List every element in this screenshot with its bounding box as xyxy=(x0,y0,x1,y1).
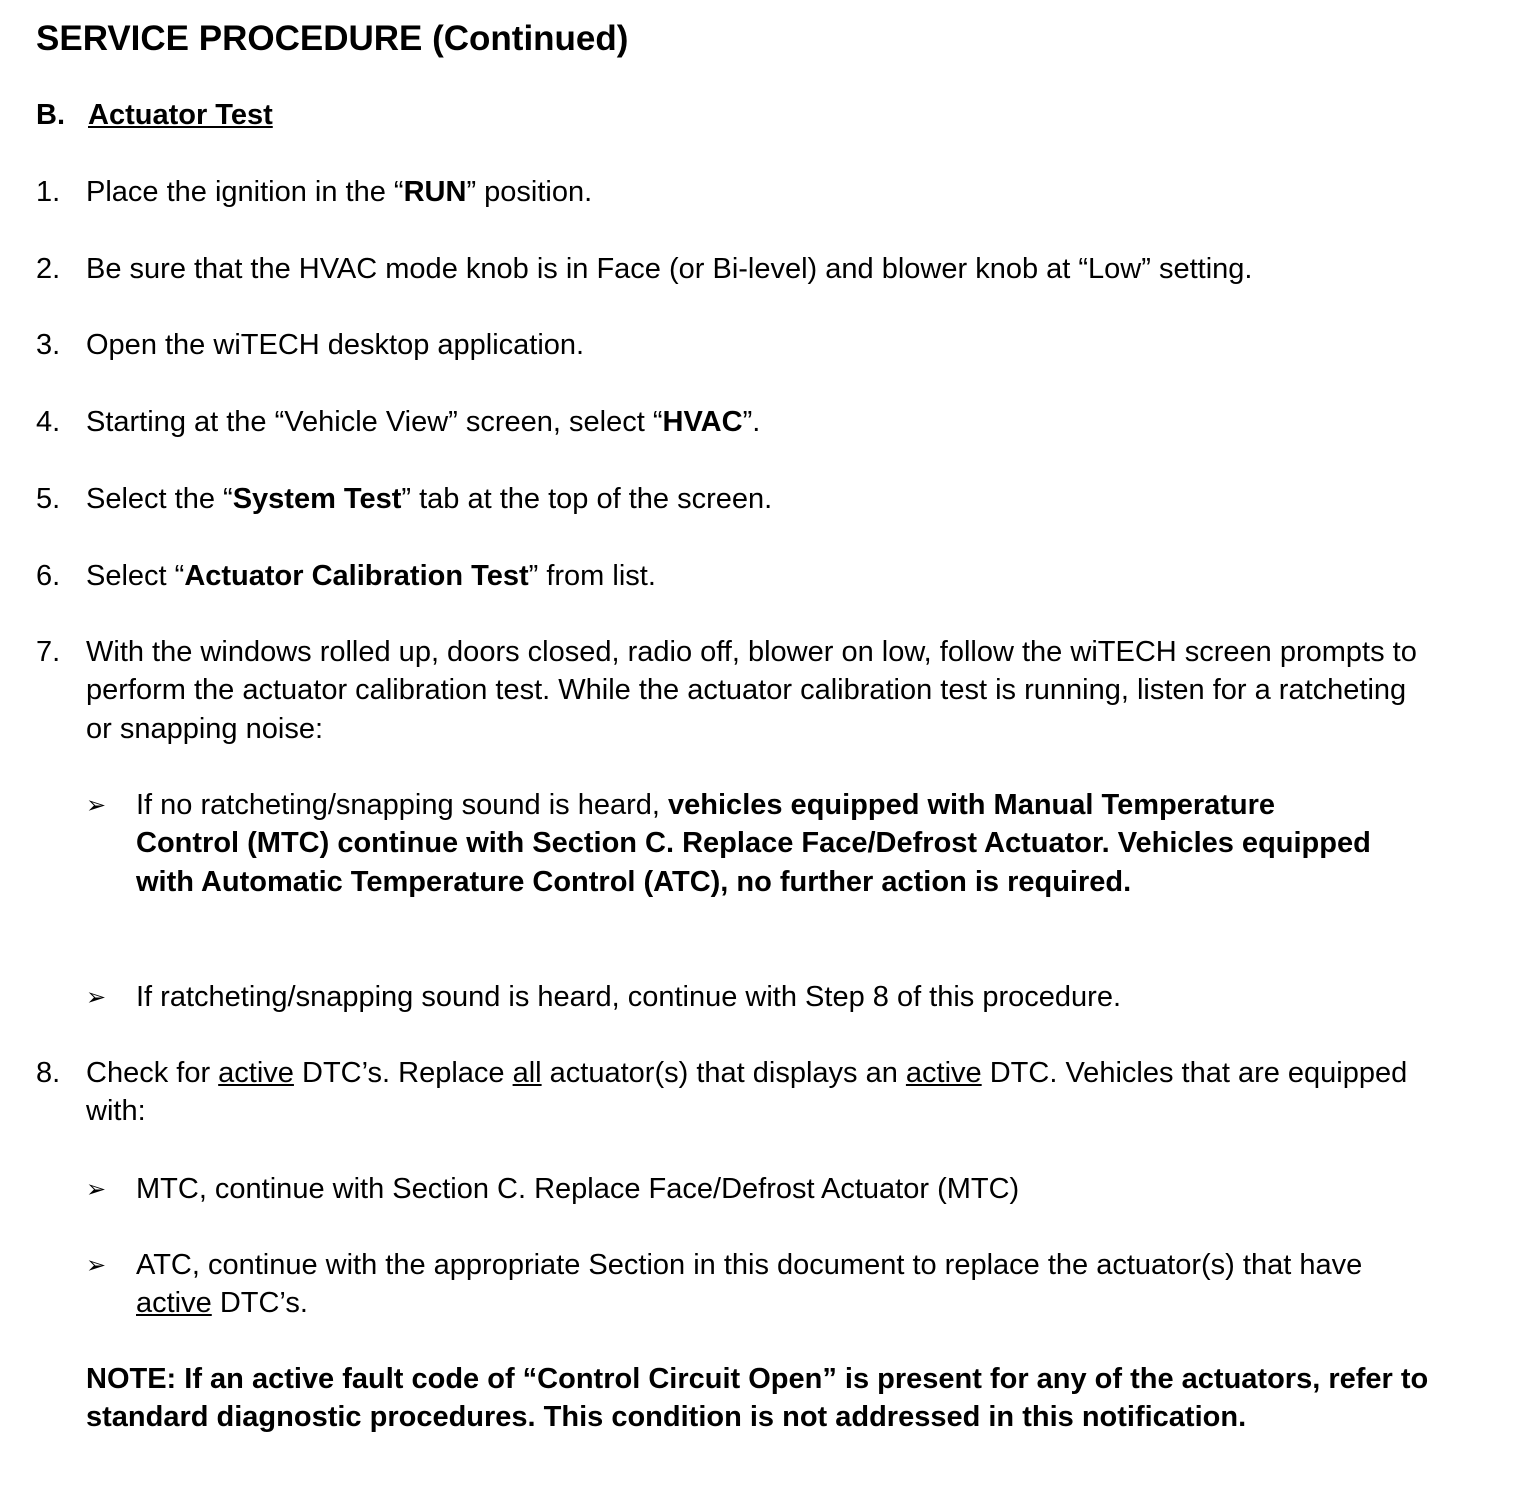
step-number: 6. xyxy=(36,560,61,592)
step-text: Check for active DTC’s. Replace all actuator(s) that displays an active DTC. Vehicles that are equipped with: xyxy=(86,1057,1408,1128)
step-5 xyxy=(36,480,1476,518)
step-8 xyxy=(36,1054,1446,1131)
step-2 xyxy=(36,250,1476,288)
bullet-item xyxy=(86,786,1376,901)
bullet-item xyxy=(86,1246,1436,1323)
step-number: 8. xyxy=(36,1057,61,1089)
step-text: Starting at the “Vehicle View” screen, select “HVAC”. xyxy=(86,406,761,438)
step-number: 4. xyxy=(36,406,61,438)
step-text: With the windows rolled up, doors closed, radio off, blower on low, follow the wiTECH screen prompts to perform the actuator calibration test. While the actuator calibration test is running, listen for a ratcheting or snapping noise: xyxy=(86,636,1417,745)
step-1 xyxy=(36,173,1476,211)
arrow-bullet-icon: ➢ xyxy=(86,1251,107,1279)
bullet-text: If ratcheting/snapping sound is heard, continue with Step 8 of this procedure. xyxy=(136,981,1122,1013)
step-number: 1. xyxy=(36,176,61,208)
step-7 xyxy=(36,633,1436,748)
step-6 xyxy=(36,557,1476,595)
step-3 xyxy=(36,326,1476,364)
arrow-bullet-icon: ➢ xyxy=(86,983,107,1011)
bullet-text: MTC, continue with Section C. Replace Face/Defrost Actuator (MTC) xyxy=(136,1173,1020,1205)
bullet-item xyxy=(86,1170,1496,1208)
step-number: 5. xyxy=(36,483,61,515)
step-number: 2. xyxy=(36,253,61,285)
arrow-bullet-icon: ➢ xyxy=(86,791,107,819)
step-4 xyxy=(36,403,1476,441)
bullet-text: ATC, continue with the appropriate Section in this document to replace the actuator(s) that have active DTC’s. xyxy=(136,1249,1363,1320)
step-text: Select “Actuator Calibration Test” from list. xyxy=(86,560,656,592)
bullet-text: If no ratcheting/snapping sound is heard, vehicles equipped with Manual Temperature Control (MTC) continue with Section C. Replace Face/Defrost Actuator. Vehicles equipped with Automatic Temperature Control (ATC), no further action is required. xyxy=(136,789,1371,898)
bullet-item xyxy=(86,978,1496,1016)
step-text: Open the wiTECH desktop application. xyxy=(86,329,585,361)
step-number: 7. xyxy=(36,636,61,668)
step-text: Place the ignition in the “RUN” position. xyxy=(86,176,593,208)
step-number: 3. xyxy=(36,329,61,361)
note-paragraph: NOTE: If an active fault code of “Control Circuit Open” is present for any of the actuators, refer to standard diagnostic procedures. This condition is not addressed in this notification. xyxy=(86,1363,1429,1434)
page-title: SERVICE PROCEDURE (Continued) xyxy=(36,19,629,58)
section-letter: B. xyxy=(36,99,65,131)
section-heading xyxy=(36,96,273,134)
step-text: Select the “System Test” tab at the top of the screen. xyxy=(86,483,773,515)
arrow-bullet-icon: ➢ xyxy=(86,1175,107,1203)
step-text: Be sure that the HVAC mode knob is in Face (or Bi-level) and blower knob at “Low” setting. xyxy=(86,253,1253,285)
section-title: Actuator Test xyxy=(88,99,273,131)
